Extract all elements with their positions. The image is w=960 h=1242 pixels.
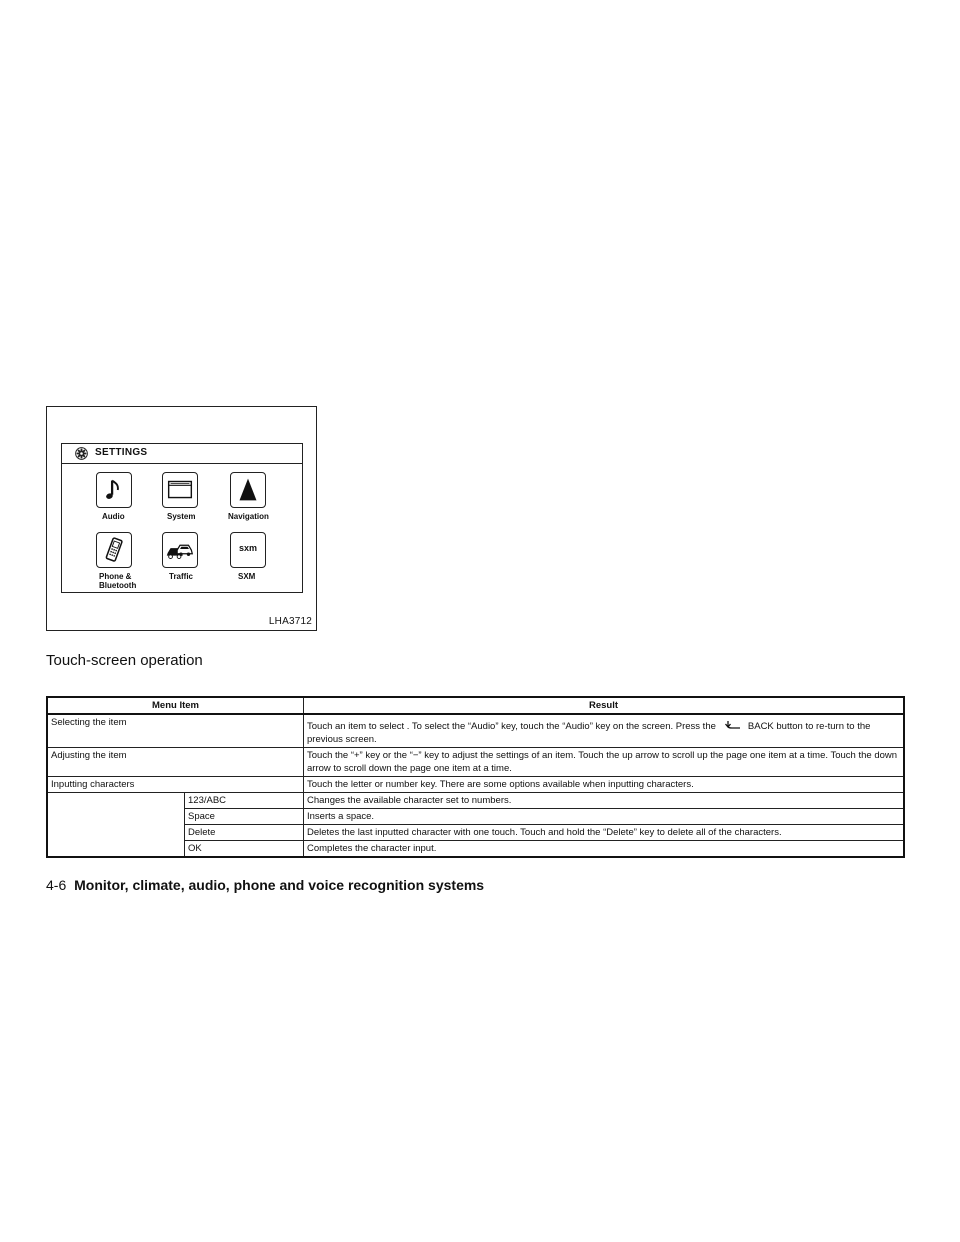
phone-label: Phone & — [99, 572, 132, 581]
table-cell-result: Inserts a space. — [304, 809, 905, 825]
table-cell-result: Touch the “+” key or the “−” key to adjust the settings of an item. Touch the up arrow to scroll up the page one item at a time. Touch the down arrow to scroll down the page one item at a time. — [304, 748, 905, 777]
phone-icon — [97, 533, 131, 567]
sxm-tile[interactable] — [230, 532, 266, 568]
touch-screen-operation-table — [46, 696, 905, 858]
table-cell-result: Deletes the last inputted character with one touch. Touch and hold the “Delete” key to delete all of the characters. — [304, 825, 905, 841]
table-cell-item: Selecting the item — [47, 714, 304, 748]
gear-icon — [75, 447, 88, 460]
table-row — [47, 777, 904, 793]
music-note-icon — [97, 473, 131, 507]
audio-tile[interactable] — [96, 472, 132, 508]
figure-code: LHA3712 — [268, 616, 312, 627]
screen-title: SETTINGS — [95, 447, 148, 458]
result-text: Touch an item to select . To select the “Audio” key, touch the “Audio” key on the screen. Press the — [307, 721, 716, 732]
back-arrow-icon — [724, 720, 744, 730]
menu-item-header: Menu Item — [47, 697, 304, 714]
table-cell-subitem: Delete — [185, 825, 304, 841]
bluetooth-label: Bluetooth — [99, 581, 137, 590]
navigation-arrow-icon — [231, 473, 265, 507]
table-cell-result: Touch the letter or number key. There are some options available when inputting characters. — [304, 777, 905, 793]
table-cell-result — [304, 714, 905, 748]
navigation-label: Navigation — [228, 512, 269, 521]
table-cell-blank — [47, 793, 185, 858]
table-cell-subitem: Space — [185, 809, 304, 825]
sxm-logo-icon: sxm — [238, 543, 257, 553]
table-cell-item: Inputting characters — [47, 777, 304, 793]
traffic-tile[interactable] — [162, 532, 198, 568]
traffic-cars-icon — [163, 533, 197, 567]
navigation-tile[interactable] — [230, 472, 266, 508]
table-row — [47, 714, 904, 748]
sxm-label: SXM — [238, 572, 256, 581]
table-cell-item: Adjusting the item — [47, 748, 304, 777]
table-row — [47, 748, 904, 777]
table-cell-subitem: 123/ABC — [185, 793, 304, 809]
audio-label: Audio — [102, 512, 125, 521]
settings-screen-figure — [46, 406, 317, 631]
result-header: Result — [304, 697, 905, 714]
table-header-row — [47, 697, 904, 714]
table-cell-result: Changes the available character set to numbers. — [304, 793, 905, 809]
section-title: Touch-screen operation — [46, 652, 203, 669]
system-tile[interactable] — [162, 472, 198, 508]
screen-header — [62, 444, 302, 464]
traffic-label: Traffic — [169, 572, 194, 581]
table-subrow — [47, 793, 904, 809]
page-number: 4-6 — [46, 877, 67, 893]
table-cell-subitem: OK — [185, 841, 304, 858]
chapter-title: Monitor, climate, audio, phone and voice recognition systems — [74, 877, 485, 893]
result-text-continued: BACK button to re-turn to the previous screen. — [307, 721, 871, 745]
page-footer — [46, 877, 484, 893]
system-label: System — [167, 512, 196, 521]
table-cell-result: Completes the character input. — [304, 841, 905, 858]
phone-bluetooth-tile[interactable] — [96, 532, 132, 568]
settings-screen — [61, 443, 303, 593]
system-screen-icon — [163, 473, 197, 507]
